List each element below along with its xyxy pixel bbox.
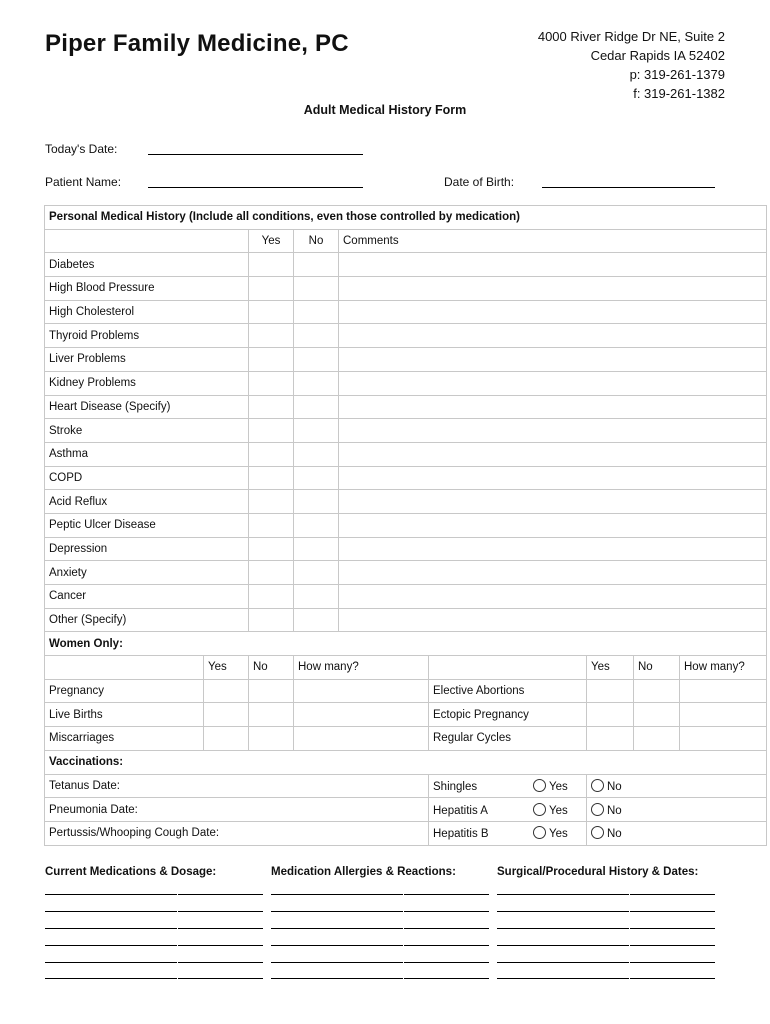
condition-label: Peptic Ulcer Disease [45,513,249,537]
history-header-row [45,229,767,253]
condition-comments-cell[interactable] [339,371,767,395]
blank-line-field[interactable] [271,928,403,929]
condition-no-cell[interactable] [294,277,339,301]
address-line-2: Cedar Rapids IA 52402 [590,48,725,63]
women-how-many-cell[interactable] [680,679,767,703]
condition-row [45,419,767,443]
vaccination-row [45,774,767,798]
condition-label: Depression [45,537,249,561]
yes-label: Yes [549,804,568,817]
condition-yes-cell[interactable] [249,348,294,372]
condition-label: Cancer [45,585,249,609]
practice-address [538,27,725,103]
condition-no-cell[interactable] [294,324,339,348]
condition-yes-cell[interactable] [249,490,294,514]
no-label: No [607,828,622,841]
history-section-title: Personal Medical History (Include all conditions, even those controlled by medication) [45,206,767,230]
blank-line-field[interactable] [271,962,403,963]
women-item-label: Regular Cycles [429,727,587,751]
women-no-cell[interactable] [634,679,680,703]
medication-allergies-heading: Medication Allergies & Reactions: [271,866,456,878]
women-yes-cell[interactable] [587,703,634,727]
condition-label: Asthma [45,442,249,466]
condition-row [45,371,767,395]
women-how-many-cell[interactable] [680,727,767,751]
blank-line-field[interactable] [178,928,263,929]
address-line-1: 4000 River Ridge Dr NE, Suite 2 [537,29,725,44]
radio-icon[interactable] [591,826,604,839]
condition-comments-cell[interactable] [339,537,767,561]
vaccination-label: Hepatitis A [433,804,488,817]
blank-line-field[interactable] [497,962,629,963]
blank-line-field[interactable] [497,928,629,929]
women-how-many-cell[interactable] [294,703,429,727]
women-no-header: No [249,656,294,680]
condition-label: Acid Reflux [45,490,249,514]
blank-line-field[interactable] [45,962,177,963]
vaccination-yes-option[interactable] [533,779,568,793]
blank-line-field[interactable] [178,911,263,912]
blank-line-field[interactable] [404,962,489,963]
condition-comments-cell[interactable] [339,419,767,443]
condition-no-cell[interactable] [294,371,339,395]
condition-yes-cell[interactable] [249,324,294,348]
condition-no-cell[interactable] [294,348,339,372]
vaccination-row [45,821,767,845]
condition-no-cell[interactable] [294,513,339,537]
women-item-label: Ectopic Pregnancy [429,703,587,727]
blank-line-field[interactable] [45,978,177,979]
vaccination-label: Shingles [433,780,478,793]
blank-line-field[interactable] [404,945,489,946]
history-no-header: No [294,229,339,253]
vaccinations-title: Vaccinations: [45,750,767,774]
condition-label: Anxiety [45,561,249,585]
condition-row [45,300,767,324]
vaccination-date-label[interactable]: Pertussis/Whooping Cough Date: [45,821,429,845]
blank-line-field[interactable] [497,945,629,946]
condition-label: COPD [45,466,249,490]
radio-icon[interactable] [591,803,604,816]
women-how-many-header: How many? [294,656,429,680]
condition-comments-cell[interactable] [339,277,767,301]
practice-name: Piper Family Medicine, PC [45,30,349,57]
vaccination-no-option[interactable] [591,779,622,793]
radio-icon[interactable] [533,803,546,816]
condition-no-cell[interactable] [294,490,339,514]
condition-comments-cell[interactable] [339,513,767,537]
phone-number: p: 319-261-1379 [629,67,725,82]
condition-yes-cell[interactable] [249,608,294,632]
women-yes-cell[interactable] [204,679,249,703]
history-yes-header: Yes [249,229,294,253]
blank-line-field[interactable] [45,894,177,895]
condition-comments-cell[interactable] [339,608,767,632]
women-how-many-header: How many? [680,656,767,680]
condition-yes-cell[interactable] [249,253,294,277]
women-yes-cell[interactable] [587,727,634,751]
blank-line-field[interactable] [45,945,177,946]
women-row [45,727,767,751]
condition-row [45,537,767,561]
no-label: No [607,780,622,793]
condition-label: Other (Specify) [45,608,249,632]
blank-line-field[interactable] [404,928,489,929]
fax-number: f: 319-261-1382 [633,86,725,101]
condition-no-cell[interactable] [294,300,339,324]
blank-line-field[interactable] [404,911,489,912]
condition-no-cell[interactable] [294,466,339,490]
condition-label: High Blood Pressure [45,277,249,301]
condition-row [45,253,767,277]
condition-yes-cell[interactable] [249,561,294,585]
women-no-header: No [634,656,680,680]
blank-line-field[interactable] [630,962,715,963]
blank-line-field[interactable] [271,894,403,895]
condition-comments-cell[interactable] [339,324,767,348]
blank-line-field[interactable] [630,945,715,946]
condition-yes-cell[interactable] [249,537,294,561]
condition-comments-cell[interactable] [339,585,767,609]
women-how-many-cell[interactable] [294,679,429,703]
women-item-label: Live Births [45,703,204,727]
condition-row [45,585,767,609]
blank-line-field[interactable] [178,945,263,946]
condition-label: Kidney Problems [45,371,249,395]
blank-line-field[interactable] [45,928,177,929]
blank-line-field[interactable] [45,911,177,912]
blank-line-field[interactable] [178,978,263,979]
vaccination-date-label[interactable]: Pneumonia Date: [45,798,429,822]
condition-no-cell[interactable] [294,608,339,632]
todays-date-label: Today's Date: [45,142,118,156]
condition-label: Heart Disease (Specify) [45,395,249,419]
condition-no-cell[interactable] [294,419,339,443]
condition-comments-cell[interactable] [339,490,767,514]
condition-row [45,348,767,372]
condition-yes-cell[interactable] [249,466,294,490]
vaccination-date-label[interactable]: Tetanus Date: [45,774,429,798]
women-only-title: Women Only: [45,632,767,656]
blank-line-field[interactable] [178,894,263,895]
women-no-cell[interactable] [634,727,680,751]
blank-line-field[interactable] [178,962,263,963]
condition-no-cell[interactable] [294,537,339,561]
women-no-cell[interactable] [634,703,680,727]
condition-comments-cell[interactable] [339,300,767,324]
vaccination-yes-option[interactable] [533,826,568,840]
blank-line-field[interactable] [271,945,403,946]
condition-yes-cell[interactable] [249,419,294,443]
no-label: No [607,804,622,817]
condition-no-cell[interactable] [294,395,339,419]
blank-line-field[interactable] [630,894,715,895]
radio-icon[interactable] [533,779,546,792]
patient-name-label: Patient Name: [45,175,122,189]
todays-date-field[interactable] [148,154,363,155]
women-no-cell[interactable] [249,679,294,703]
women-row [45,703,767,727]
condition-no-cell[interactable] [294,442,339,466]
condition-yes-cell[interactable] [249,395,294,419]
blank-line-field[interactable] [271,911,403,912]
condition-label: Stroke [45,419,249,443]
medical-history-table [44,205,767,846]
yes-label: Yes [549,828,568,841]
blank-line-field[interactable] [630,978,715,979]
blank-line-field[interactable] [404,978,489,979]
women-no-cell[interactable] [249,727,294,751]
women-yes-header: Yes [204,656,249,680]
women-yes-header: Yes [587,656,634,680]
condition-yes-cell[interactable] [249,300,294,324]
women-item-label: Miscarriages [45,727,204,751]
women-how-many-cell[interactable] [680,703,767,727]
condition-yes-cell[interactable] [249,513,294,537]
women-yes-cell[interactable] [587,679,634,703]
women-how-many-cell[interactable] [294,727,429,751]
condition-no-cell[interactable] [294,585,339,609]
condition-row [45,513,767,537]
condition-label: Liver Problems [45,348,249,372]
blank-line-field[interactable] [404,894,489,895]
condition-row [45,608,767,632]
condition-row [45,561,767,585]
dob-label: Date of Birth: [444,175,515,189]
vaccination-label: Hepatitis B [433,828,489,841]
blank-line-field[interactable] [271,978,403,979]
condition-label: High Cholesterol [45,300,249,324]
women-item-label: Elective Abortions [429,679,587,703]
history-comments-header: Comments [339,229,767,253]
yes-label: Yes [549,780,568,793]
condition-row [45,324,767,348]
women-header-row [45,656,767,680]
vaccination-row [45,798,767,822]
vaccination-no-option[interactable] [591,803,622,817]
condition-row [45,490,767,514]
condition-row [45,277,767,301]
condition-yes-cell[interactable] [249,371,294,395]
women-no-cell[interactable] [249,703,294,727]
blank-line-field[interactable] [630,911,715,912]
condition-label: Thyroid Problems [45,324,249,348]
women-yes-cell[interactable] [204,727,249,751]
dob-field[interactable] [542,187,715,188]
blank-line-field[interactable] [497,894,629,895]
blank-line-field[interactable] [497,978,629,979]
vaccination-yes-option[interactable] [533,803,568,817]
condition-no-cell[interactable] [294,561,339,585]
form-title: Adult Medical History Form [303,103,467,117]
surgical-history-heading: Surgical/Procedural History & Dates: [497,866,699,878]
blank-line-field[interactable] [630,928,715,929]
condition-comments-cell[interactable] [339,395,767,419]
radio-icon[interactable] [591,779,604,792]
condition-comments-cell[interactable] [339,253,767,277]
vaccination-no-option[interactable] [591,826,622,840]
condition-row [45,442,767,466]
blank-line-field[interactable] [497,911,629,912]
condition-yes-cell[interactable] [249,277,294,301]
patient-name-field[interactable] [148,187,363,188]
condition-label: Diabetes [45,253,249,277]
condition-comments-cell[interactable] [339,561,767,585]
condition-yes-cell[interactable] [249,442,294,466]
women-item-label: Pregnancy [45,679,204,703]
condition-comments-cell[interactable] [339,442,767,466]
condition-row [45,466,767,490]
radio-icon[interactable] [533,826,546,839]
condition-comments-cell[interactable] [339,466,767,490]
condition-comments-cell[interactable] [339,348,767,372]
condition-row [45,395,767,419]
current-medications-heading: Current Medications & Dosage: [45,866,217,878]
condition-no-cell[interactable] [294,253,339,277]
women-row [45,679,767,703]
condition-yes-cell[interactable] [249,585,294,609]
women-yes-cell[interactable] [204,703,249,727]
